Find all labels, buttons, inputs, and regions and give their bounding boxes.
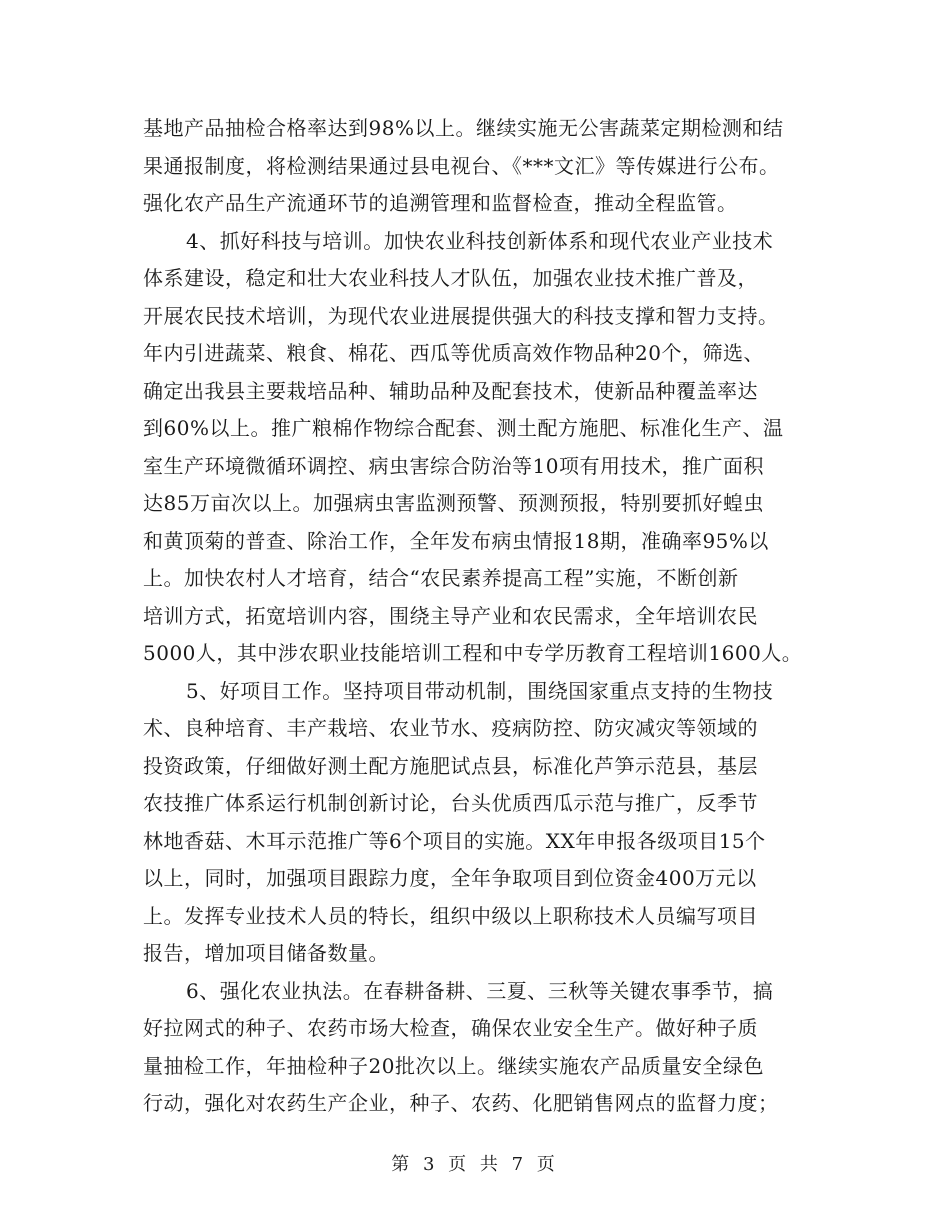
text-line: 到60%以上。推广粮棉作物综合配套、测土配方施肥、标准化生产、温 <box>143 416 784 440</box>
text-line: 5000人，其中涉农职业技能培训工程和中专学历教育工程培训1600人。 <box>143 641 803 665</box>
text-line: 好拉网式的种子、农药市场大检查，确保农业安全生产。做好种子质 <box>143 1016 758 1040</box>
text-line: 报告，增加项目储备数量。 <box>143 941 389 965</box>
text-line: 林地香菇、木耳示范推广等6个项目的实施。XX年申报各级项目15个 <box>143 828 766 853</box>
text-line: 年内引进蔬菜、粮食、棉花、西瓜等优质高效作物品种20个，筛选、 <box>143 341 764 365</box>
text-line: 体系建设，稳定和壮大农业科技人才队伍，加强农业技术推广普及， <box>143 266 758 290</box>
paragraph-heading-line: 5、好项目工作。坚持项目带动机制，围绕国家重点支持的生物技 <box>186 678 774 703</box>
text-line: 培训方式，拓宽培训内容，围绕主导产业和农民需求，全年培训农民 <box>143 603 758 628</box>
text-line: 确定出我县主要栽培品种、辅助品种及配套技术，使新品种覆盖率达 <box>143 378 758 403</box>
paragraph-heading-line: 4、抓好科技与培训。加快农业科技创新体系和现代农业产业技术 <box>186 228 774 253</box>
text-line: 果通报制度，将检测结果通过县电视台、《***文汇》等传媒进行公布。 <box>143 153 780 178</box>
text-line: 室生产环境微循环调控、病虫害综合防治等10项有用技术，推广面积 <box>143 453 764 478</box>
text-line: 量抽检工作，年抽检种子20批次以上。继续实施农产品质量安全绿色 <box>143 1053 764 1078</box>
text-line: 行动，强化对农药生产企业，种子、农药、化肥销售网点的监督力度； <box>143 1091 779 1115</box>
text-line: 上。发挥专业技术人员的特长，组织中级以上职称技术人员编写项目 <box>143 903 758 928</box>
text-line: 和黄顶菊的普查、除治工作，全年发布病虫情报18期，准确率95%以 <box>143 528 769 553</box>
text-line: 以上，同时，加强项目跟踪力度，全年争取项目到位资金400万元以 <box>143 866 757 890</box>
text-line: 投资政策，仔细做好测土配方施肥试点县，标准化芦笋示范县，基层 <box>143 753 758 778</box>
text-line: 基地产品抽检合格率达到98%以上。继续实施无公害蔬菜定期检测和结 <box>143 116 784 140</box>
text-line: 开展农民技术培训，为现代农业进展提供强大的科技支撑和智力支持。 <box>143 303 779 328</box>
paragraph-heading-line: 6、强化农业执法。在春耕备耕、三夏、三秋等关键农事季节，搞 <box>186 978 774 1003</box>
page-number-footer: 第 3 页 共 7 页 <box>391 1154 559 1175</box>
text-line: 达85万亩次以上。加强病虫害监测预警、预测预报，特别要抓好蝗虫 <box>143 491 764 515</box>
text-line: 强化农产品生产流通环节的追溯管理和监督检查，推动全程监管。 <box>143 191 738 215</box>
text-line: 上。加快农村人才培育，结合“农民素养提高工程”实施，不断创新 <box>143 566 739 590</box>
text-line: 农技推广体系运行机制创新讨论，台头优质西瓜示范与推广，反季节 <box>143 791 758 815</box>
text-line: 术、良种培育、丰产栽培、农业节水、疫病防控、防灾减灾等领域的 <box>143 716 758 740</box>
